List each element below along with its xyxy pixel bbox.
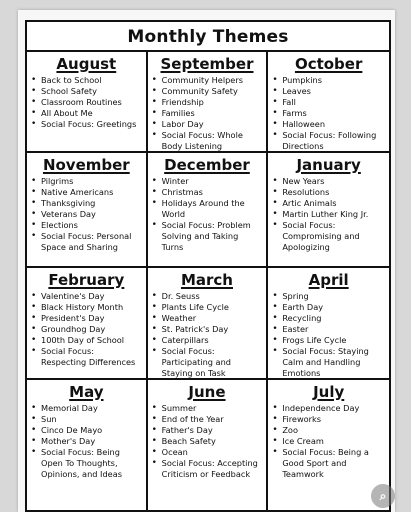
search-watermark-icon: ⌕ <box>371 484 395 508</box>
theme-item: • Farms <box>272 108 385 119</box>
month-title: January <box>296 156 361 174</box>
month-title: March <box>180 271 233 289</box>
months-grid <box>27 52 389 510</box>
theme-item: • Valentine's Day <box>31 291 142 302</box>
month-title: June <box>188 383 226 401</box>
month-title: November <box>42 156 130 174</box>
theme-item: • Leaves <box>272 86 385 97</box>
theme-item: • Social Focus: Being Open To Thoughts, Opinions, and Ideas <box>31 447 142 480</box>
theme-item: • Summer <box>152 403 263 414</box>
theme-item: • Community Helpers <box>152 75 263 86</box>
theme-item: • Social Focus: Whole Body Listening <box>152 130 263 152</box>
theme-item: • Ocean <box>152 447 263 458</box>
theme-item: • Thanksgiving <box>31 198 142 209</box>
theme-item: • Artic Animals <box>272 198 385 209</box>
month-card-january <box>268 153 389 268</box>
month-card-march <box>148 268 269 380</box>
theme-item: • Weather <box>152 313 263 324</box>
theme-item: • Native Americans <box>31 187 142 198</box>
theme-item: • Dr. Seuss <box>152 291 263 302</box>
theme-item: • St. Patrick's Day <box>152 324 263 335</box>
theme-item: • Social Focus: Participating and Staying on Task <box>152 346 263 379</box>
theme-item: • Holidays Around the World <box>152 198 263 220</box>
theme-item: • Social Focus: Being a Good Sport and Teamwork <box>272 447 385 480</box>
month-card-may <box>27 380 148 510</box>
month-title: April <box>308 271 349 289</box>
theme-list <box>272 75 385 152</box>
theme-item: • Frogs Life Cycle <box>272 335 385 346</box>
theme-item: • Winter <box>152 176 263 187</box>
month-card-july <box>268 380 389 510</box>
theme-item: • Social Focus: Accepting Criticism or Feedback <box>152 458 263 480</box>
theme-item: • Resolutions <box>272 187 385 198</box>
theme-list <box>272 291 385 379</box>
month-title: October <box>294 55 363 73</box>
theme-item: • Friendship <box>152 97 263 108</box>
month-card-october <box>268 52 389 153</box>
theme-item: • Martin Luther King Jr. <box>272 209 385 220</box>
theme-item: • Social Focus: Greetings <box>31 119 142 130</box>
theme-item: • Mother's Day <box>31 436 142 447</box>
theme-list <box>31 75 142 130</box>
theme-item: • Halloween <box>272 119 385 130</box>
theme-item: • Social Focus: Respecting Differences <box>31 346 142 368</box>
theme-item: • Fall <box>272 97 385 108</box>
theme-item: • Social Focus: Problem Solving and Taking Turns <box>152 220 263 253</box>
theme-item: • School Safety <box>31 86 142 97</box>
theme-item: • Beach Safety <box>152 436 263 447</box>
theme-list <box>272 176 385 253</box>
theme-item: • Memorial Day <box>31 403 142 414</box>
theme-list <box>31 291 142 368</box>
theme-item: • Easter <box>272 324 385 335</box>
theme-item: • Back to School <box>31 75 142 86</box>
month-title: May <box>69 383 104 401</box>
theme-list <box>152 176 263 253</box>
month-card-november <box>27 153 148 268</box>
theme-item: • Christmas <box>152 187 263 198</box>
theme-item: • Black History Month <box>31 302 142 313</box>
theme-item: • Groundhog Day <box>31 324 142 335</box>
theme-item: • Families <box>152 108 263 119</box>
theme-item: • New Years <box>272 176 385 187</box>
theme-item: • Social Focus: Personal Space and Sharing <box>31 231 142 253</box>
theme-item: • Earth Day <box>272 302 385 313</box>
month-title: February <box>48 271 125 289</box>
month-card-august <box>27 52 148 153</box>
theme-list <box>152 403 263 480</box>
theme-item: • Pilgrims <box>31 176 142 187</box>
theme-item: • Veterans Day <box>31 209 142 220</box>
theme-item: • Independence Day <box>272 403 385 414</box>
theme-list <box>152 75 263 152</box>
theme-item: • Sun <box>31 414 142 425</box>
theme-item: • Ice Cream <box>272 436 385 447</box>
theme-item: • Elections <box>31 220 142 231</box>
page-title: Monthly Themes <box>27 22 389 52</box>
theme-list <box>272 403 385 480</box>
month-card-december <box>148 153 269 268</box>
theme-item: • Zoo <box>272 425 385 436</box>
theme-item: • Social Focus: Compromising and Apologizing <box>272 220 385 253</box>
theme-item: • 100th Day of School <box>31 335 142 346</box>
month-title: December <box>164 156 250 174</box>
theme-item: • Labor Day <box>152 119 263 130</box>
theme-list <box>152 291 263 379</box>
theme-item: • Spring <box>272 291 385 302</box>
month-card-september <box>148 52 269 153</box>
theme-item: • End of the Year <box>152 414 263 425</box>
theme-item: • Social Focus: Staying Calm and Handling Emotions <box>272 346 385 379</box>
month-title: September <box>160 55 254 73</box>
theme-list <box>31 403 142 480</box>
month-title: August <box>56 55 117 73</box>
month-title: July <box>313 383 345 401</box>
theme-item: • President's Day <box>31 313 142 324</box>
theme-item: • Classroom Routines <box>31 97 142 108</box>
theme-item: • Father's Day <box>152 425 263 436</box>
month-card-april <box>268 268 389 380</box>
theme-item: • Caterpillars <box>152 335 263 346</box>
monthly-themes-sheet <box>25 20 391 512</box>
theme-list <box>31 176 142 253</box>
theme-item: • Cinco De Mayo <box>31 425 142 436</box>
theme-item: • Community Safety <box>152 86 263 97</box>
month-card-june <box>148 380 269 510</box>
theme-item: • Pumpkins <box>272 75 385 86</box>
theme-item: • Recycling <box>272 313 385 324</box>
month-card-february <box>27 268 148 380</box>
theme-item: • Fireworks <box>272 414 385 425</box>
theme-item: • Plants Life Cycle <box>152 302 263 313</box>
theme-item: • All About Me <box>31 108 142 119</box>
theme-item: • Social Focus: Following Directions <box>272 130 385 152</box>
